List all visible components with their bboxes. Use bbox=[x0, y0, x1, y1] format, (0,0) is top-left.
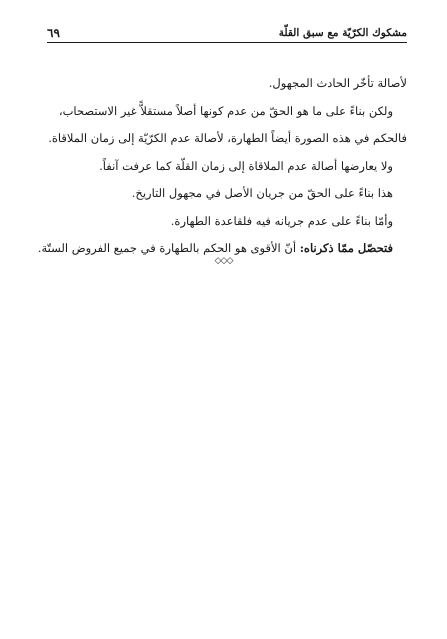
paragraph-line: وأمّا بناءً على عدم جريانه فيه فلقاعدة الطهارة. bbox=[170, 213, 393, 228]
conclusion-lead: فتحصّل ممّا ذكرناه: bbox=[299, 241, 393, 255]
page-header bbox=[47, 26, 407, 40]
paragraph-line: لأصالة تأخّر الحادث المجهول. bbox=[268, 76, 407, 90]
paragraph-line: فالحكم في هذه الصورة أيضاً الطهارة، لأصالة عدم الكرّيّة إلى زمان الملاقاة. bbox=[48, 131, 407, 145]
section-separator: ◇◇◇ bbox=[214, 256, 233, 266]
conclusion-text: أنّ الأقوى هو الحكم بالطهارة في جميع الفروض الستّة. bbox=[37, 241, 300, 255]
paragraph-line: ولكن بناءً على ما هو الحقّ من عدم كونها أصلاً مستقلاًّ غير الاستصحاب، bbox=[58, 103, 393, 118]
paragraph-line: هذا بناءً على الحقّ من جريان الأصل في مجهول التاريخ. bbox=[131, 186, 393, 200]
page-number: ٦٩ bbox=[47, 26, 60, 40]
paragraph-line: ولا يعارضها أصالة عدم الملاقاة إلى زمان القلّة كما عرفت آنفاً. bbox=[99, 158, 393, 173]
header-rule bbox=[47, 42, 407, 43]
running-title: مشكوك الكرّيّة مع سبق القلّة bbox=[278, 27, 407, 39]
body-text bbox=[35, 70, 407, 263]
